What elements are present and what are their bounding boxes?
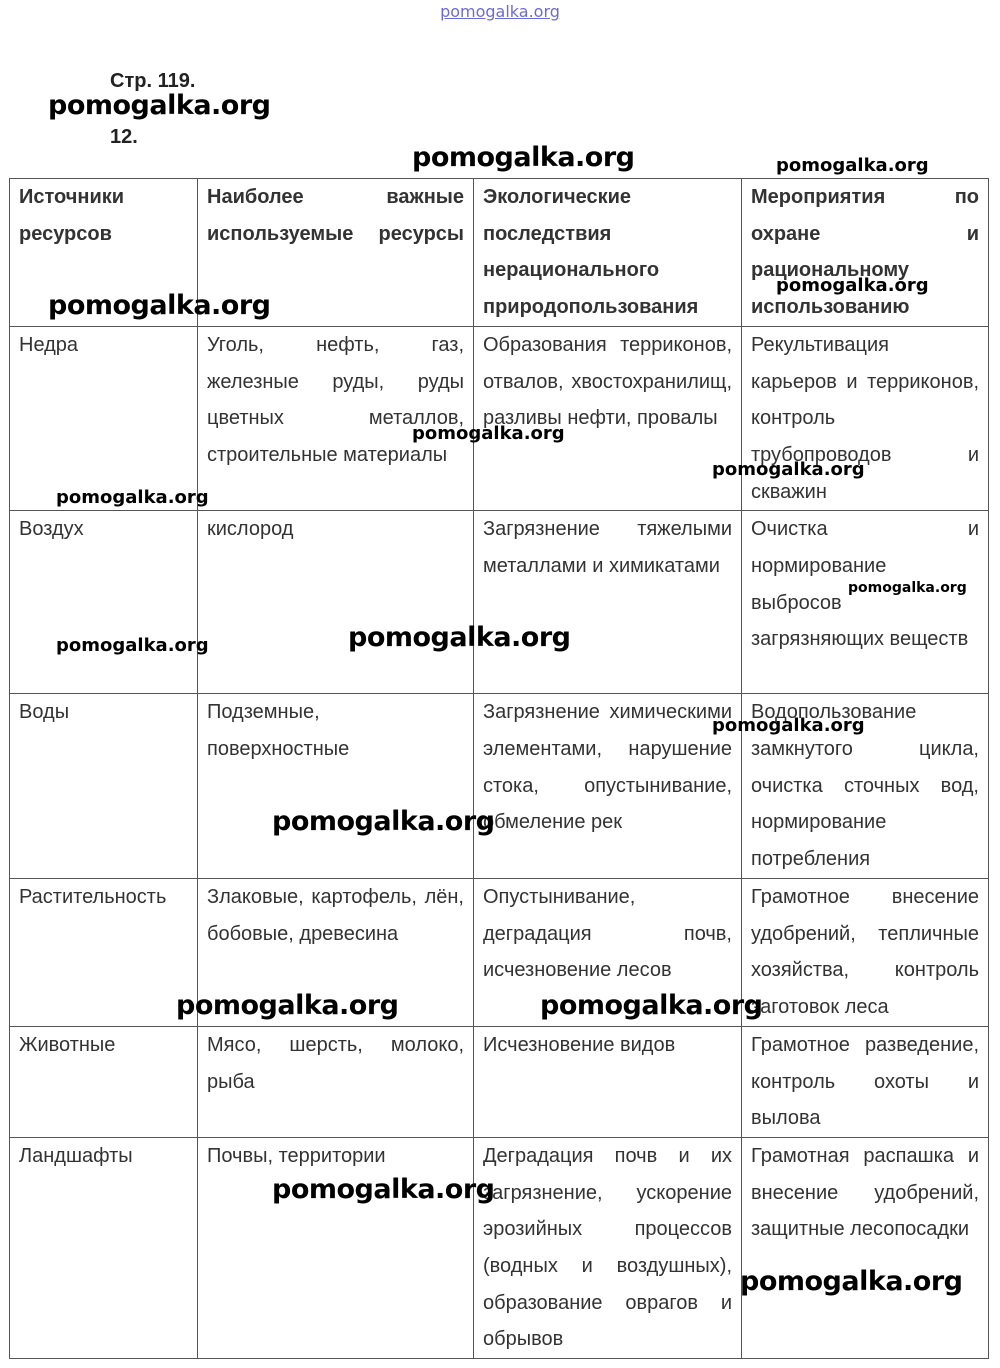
table-cell: Ландшафты xyxy=(10,1137,198,1358)
column-header: Экологические последствия нерационального природопользования xyxy=(474,179,742,327)
table-cell: Почвы, территории xyxy=(198,1137,474,1358)
watermark: pomogalka.org xyxy=(776,275,929,296)
table-cell: Водопользование замкнутого цикла, очистка сточных вод, нормирование потребления xyxy=(742,694,989,879)
column-header: Наиболее важные используемые ресурсы xyxy=(198,179,474,327)
table-cell: Уголь, нефть, газ, железные руды, руды цветных металлов, строительные материалы xyxy=(198,326,474,511)
table-cell: кислород xyxy=(198,511,474,694)
table-cell: Опустынивание, деградация почв, исчезновение лесов xyxy=(474,878,742,1026)
table-cell: Воздух xyxy=(10,511,198,694)
watermark: pomogalka.org xyxy=(48,90,271,121)
table-cell: Рекультивация карьеров и терриконов, контроль трубопроводов и скважин xyxy=(742,326,989,511)
table-row xyxy=(10,1026,989,1137)
table-cell: Загрязнение химическими элементами, нарушение стока, опустынивание, обмеление рек xyxy=(474,694,742,879)
watermark: pomogalka.org xyxy=(776,155,929,176)
watermark: pomogalka.org xyxy=(712,459,865,480)
table-row xyxy=(10,326,989,511)
watermark: pomogalka.org xyxy=(272,1174,495,1205)
table-cell: Подземные, поверхностные xyxy=(198,694,474,879)
table-cell: Загрязнение тяжелыми металлами и химикатами xyxy=(474,511,742,694)
table-cell: Грамотная распашка и внесение удобрений, защитные лесопосадки xyxy=(742,1137,989,1358)
watermark: pomogalka.org xyxy=(412,142,635,173)
table-row xyxy=(10,694,989,879)
table-cell: Воды xyxy=(10,694,198,879)
table-cell: Мясо, шерсть, молоко, рыба xyxy=(198,1026,474,1137)
table-cell: Грамотное разведение, контроль охоты и вылова xyxy=(742,1026,989,1137)
watermark: pomogalka.org xyxy=(48,290,271,321)
watermark: pomogalka.org xyxy=(56,635,209,656)
watermark: pomogalka.org xyxy=(848,580,967,596)
site-link[interactable]: pomogalka.org xyxy=(440,2,560,21)
watermark: pomogalka.org xyxy=(540,990,763,1021)
watermark: pomogalka.org xyxy=(740,1266,963,1297)
table-cell: Грамотное внесение удобрений, тепличные хозяйства, контроль заготовок леса xyxy=(742,878,989,1026)
page-reference: Стр. 119. xyxy=(110,70,196,92)
table-cell: Исчезновение видов xyxy=(474,1026,742,1137)
table-row xyxy=(10,511,989,694)
table-cell: Очистка и нормирование выбросов загрязняющих веществ xyxy=(742,511,989,694)
resources-table xyxy=(9,178,989,1359)
table-header-row xyxy=(10,179,989,327)
column-header: Источники ресурсов xyxy=(10,179,198,327)
table-cell: Животные xyxy=(10,1026,198,1137)
task-number: 12. xyxy=(110,126,138,148)
table-row xyxy=(10,1137,989,1358)
watermark: pomogalka.org xyxy=(176,990,399,1021)
watermark: pomogalka.org xyxy=(712,715,865,736)
watermark: pomogalka.org xyxy=(272,806,495,837)
watermark: pomogalka.org xyxy=(412,423,565,444)
column-header: Мероприятия по охране и рациональному использованию xyxy=(742,179,989,327)
table-cell: Злаковые, картофель, лён, бобовые, древесина xyxy=(198,878,474,1026)
watermark: pomogalka.org xyxy=(348,622,571,653)
table-cell: Недра xyxy=(10,326,198,511)
table-cell: Деградация почв и их загрязнение, ускорение эрозийных процессов (водных и воздушных), образование оврагов и обрывов xyxy=(474,1137,742,1358)
table-row xyxy=(10,878,989,1026)
watermark: pomogalka.org xyxy=(56,487,209,508)
table-cell: Образования терриконов, отвалов, хвостохранилищ, разливы нефти, провалы xyxy=(474,326,742,511)
table-cell: Растительность xyxy=(10,878,198,1026)
